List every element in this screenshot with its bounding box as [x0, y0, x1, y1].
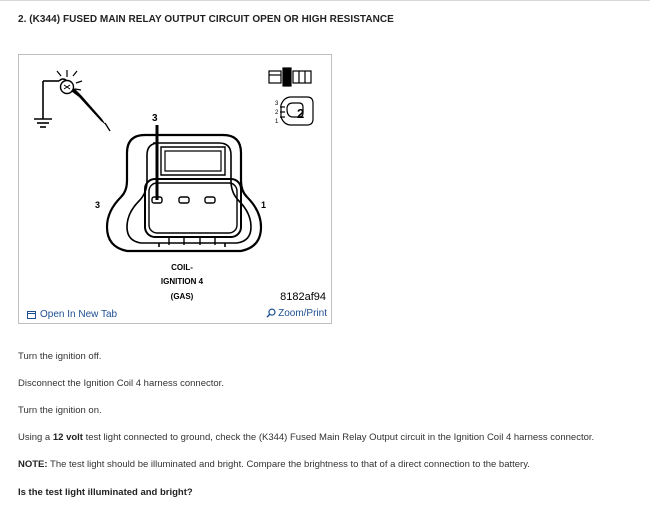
zoom-print-label: Zoom/Print [278, 308, 327, 319]
step-heading: 2. (K344) FUSED MAIN RELAY OUTPUT CIRCUIT OPEN OR HIGH RESISTANCE [18, 14, 394, 25]
figure-actions [19, 307, 331, 323]
instruction-disconnect-connector: Disconnect the Ignition Coil 4 harness connector. [18, 378, 224, 389]
test-light-probe-icon [57, 70, 110, 131]
note-text: The test light should be illuminated and bright. Compare the brightness to that of a direct connection to the battery. [47, 459, 530, 470]
caption-line-3: (GAS) [170, 292, 194, 301]
note [18, 459, 530, 470]
decision-question: Is the test light illuminated and bright? [18, 487, 193, 498]
instruction-test-light [18, 432, 594, 443]
connector-symbol-icon [269, 68, 313, 125]
magnifier-icon [266, 308, 277, 319]
ground-symbol-icon [34, 81, 59, 127]
open-in-new-tab-icon [27, 311, 36, 319]
note-label: NOTE: [18, 459, 48, 470]
top-divider [0, 0, 650, 1]
end-view-pin-3: 3 [275, 101, 279, 107]
test-light-suffix: test light connected to ground, check the (K344) Fused Main Relay Output circuit in the Ignition Coil 4 harness connector. [82, 432, 595, 443]
end-view-number: 2 [297, 106, 305, 121]
instruction-ignition-off: Turn the ignition off. [18, 351, 102, 362]
test-light-prefix: Using a [18, 432, 53, 443]
test-light-voltage: 12 volt [52, 432, 83, 443]
figure-id: 8182af94 [280, 291, 326, 303]
caption-line-2: IGNITION 4 [160, 277, 204, 286]
pin-label-top: 3 [152, 113, 158, 124]
pin-label-right: 1 [261, 200, 267, 210]
instruction-ignition-on: Turn the ignition on. [18, 405, 102, 416]
pin-label-left: 3 [95, 200, 101, 210]
connector-face [107, 125, 261, 251]
end-view-pin-2: 2 [275, 110, 279, 116]
zoom-print-link[interactable] [266, 308, 327, 319]
connector-diagram [19, 55, 331, 305]
caption-line-1: COIL- [171, 263, 193, 272]
open-in-new-tab-link[interactable] [27, 309, 117, 320]
end-view-pin-1: 1 [275, 119, 279, 125]
diagram-figure [18, 54, 332, 324]
open-tab-label: Open In New Tab [40, 309, 118, 320]
